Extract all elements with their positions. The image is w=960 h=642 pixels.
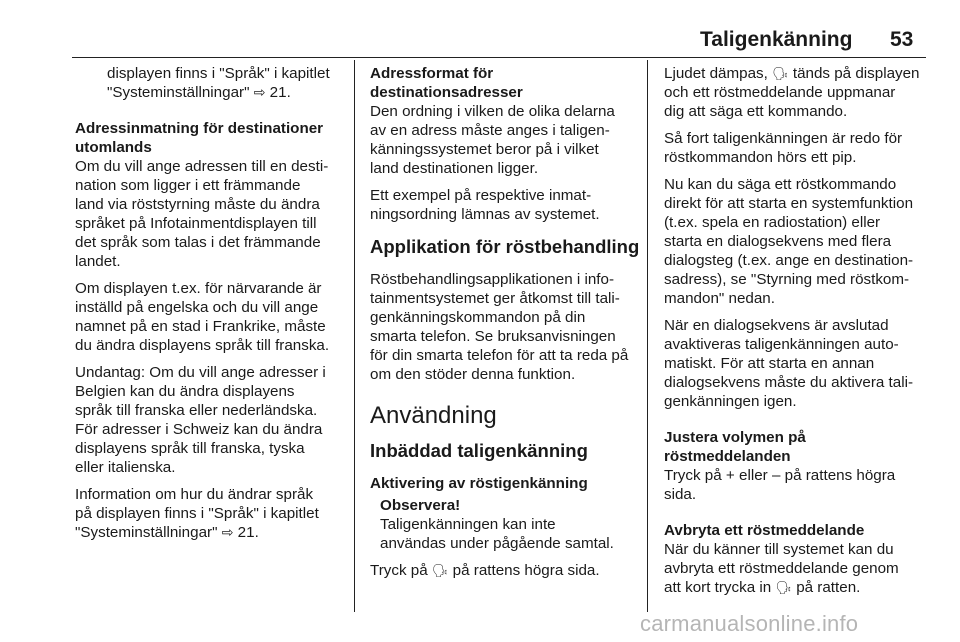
section-heading-embedded: Inbäddad taligenkänning (370, 440, 588, 461)
section-heading-voice-app: Applikation för röstbehandling (370, 236, 640, 257)
paragraph: Om du vill ange adressen till en desti- nation som ligger i ett främmande land via röststyrning måste du ändra språket på Infotainmentdisplayen till det språk som talas i det främmande landet. (75, 158, 329, 270)
chapter-heading-usage: Användning (370, 402, 497, 429)
voice-recognition-icon: 🗣 (431, 563, 449, 578)
paragraph: Ett exempel på respektive inmat- ningsordning lämnas av systemet. (370, 187, 600, 223)
section-heading-foreign-address: Adressinmatning för destinationer utomlands (75, 120, 324, 156)
paragraph: Undantag: Om du vill ange adresser i Belgien kan du ändra displayens språk till franska eller nederländska. För adresser i Schweiz kan du ändra displayens språk till franska, tyska eller italienska. (75, 364, 326, 476)
paragraph: När en dialogsekvens är avslutad avaktiveras taligenkänningen auto- matiskt. För att starta en annan dialogsekvens måste du aktivera tali- genkänningen igen. (664, 317, 914, 410)
voice-recognition-icon: 🗣 (775, 580, 792, 595)
note-box: Observera! Taligenkänningen kan inte användas under pågående samtal. (370, 496, 642, 553)
paragraph: Information om hur du ändrar språk på displayen finns i "Språk" i kapitlet "Systeminställningar" ⇨ 21. (75, 486, 319, 541)
intro-paragraph: displayen finns i "Språk" i kapitlet "Systeminställningar" ⇨ 21. (107, 65, 330, 101)
header-rule (72, 57, 926, 58)
paragraph: Tryck på + eller – på rattens högra sida. (664, 467, 896, 503)
paragraph: Röstbehandlingsapplikationen i info- tainmentsystemet ger åtkomst till tali- genkänningskommandon på din smarta telefon. Se bruksanvisningen för din smarta telefon för att ta reda på om den stöder denna funktion. (370, 271, 629, 383)
plus-icon: + (725, 467, 735, 484)
section-heading-address-format: Adressformat för destinationsadresser (370, 65, 523, 101)
column-2 (370, 64, 642, 588)
paragraph: Nu kan du säga ett röstkommando direkt för att starta en systemfunktion (t.ex. spela en radiostation) eller starta en dialogsekvens med flera dialogsteg (t.ex. ange en destination- sadress), se "Styrning med röstkom- mandon" nedan. (664, 176, 914, 307)
reference-arrow-icon: ⇨ (253, 84, 266, 100)
watermark: carmanualsonline.info (640, 611, 859, 636)
reference-arrow-icon: ⇨ (221, 524, 234, 540)
column-divider-1 (354, 60, 355, 612)
page-number: 53 (890, 28, 914, 51)
column-3 (664, 64, 926, 605)
voice-recognition-icon: 🗣 (772, 66, 789, 81)
column-divider-2 (647, 60, 648, 612)
paragraph: När du känner till systemet kan du avbryta ett röstmeddelande genom att kort trycka in 🗣 på ratten. (664, 541, 899, 596)
header-title: Taligenkänning (700, 28, 853, 51)
paragraph: Ljudet dämpas, 🗣 tänds på displayen och ett röstmeddelande uppmanar dig att säga ett kommando. (664, 65, 920, 120)
subheading-cancel: Avbryta ett röstmeddelande (664, 522, 865, 539)
minus-icon: – (771, 467, 781, 484)
paragraph: Om displayen t.ex. för närvarande är inställd på engelska och du vill ange namnet på en stad i Frankrike, måste du ändra displayens språk till franska. (75, 280, 330, 354)
paragraph: Tryck på 🗣 på rattens högra sida. (370, 562, 600, 579)
subheading-activation: Aktivering av röstigenkänning (370, 475, 588, 492)
column-1 (75, 64, 350, 550)
paragraph: Den ordning i vilken de olika delarna av en adress måste anges i taligen- känningssystemet beror på i vilket land destinationen ligger. (370, 103, 615, 177)
note-title: Observera! (380, 497, 461, 514)
paragraph: Så fort taligenkänningen är redo för röstkommandon hörs ett pip. (664, 130, 903, 166)
subheading-volume: Justera volymen på röstmeddelanden (664, 429, 806, 465)
